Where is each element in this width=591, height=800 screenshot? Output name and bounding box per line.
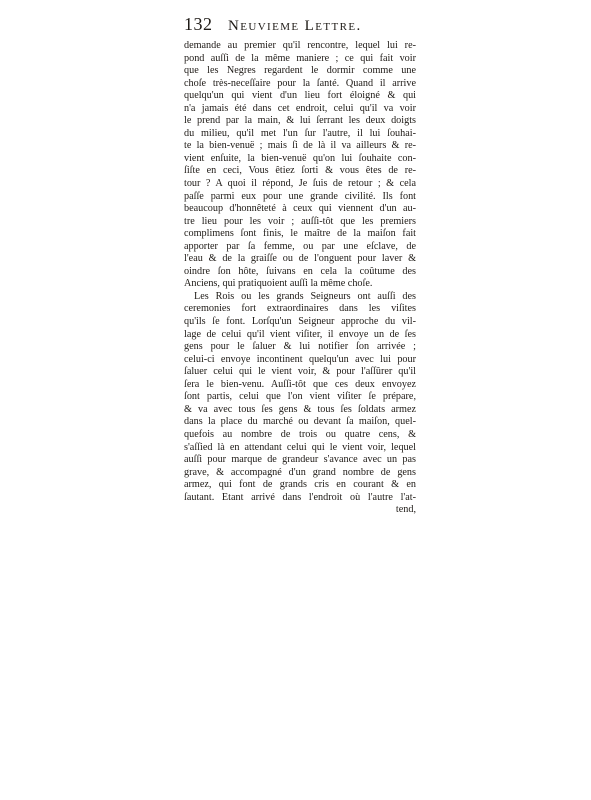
paragraph-1 <box>184 40 416 291</box>
text-line: & va avec tous ſes gens & tous ſes ſoldats armez <box>184 403 416 415</box>
running-title: Neuvieme Lettre. <box>228 18 362 34</box>
text-line: quefois au nombre de trois ou quatre cens, & <box>184 428 416 440</box>
text-line: ſaluer celui qui le vient voir, & pour l'aſſûrer qu'il <box>184 366 416 378</box>
page-number: 132 <box>184 14 213 34</box>
text-line: dans la place du marché ou devant ſa maiſon, quel- <box>184 416 416 428</box>
text-line: apporter par ſa femme, ou par une eſclave, de <box>184 240 416 252</box>
text-line: ſautant. Etant arrivé dans l'endroit où l'autre l'at- <box>184 491 416 503</box>
text-line: armez, qui font de grands cris en courant & en <box>184 479 416 491</box>
text-line: complimens ſont finis, le maître de la maiſon fait <box>184 228 416 240</box>
text-line: te la bien-venuë ; mais ſi de là il va ailleurs & re- <box>184 140 416 152</box>
text-line: ſera le bien-venu. Auſſi-tôt que ces deux envoyez <box>184 378 416 390</box>
text-line: grave, & accompagné d'un grand nombre de gens <box>184 466 416 478</box>
text-line: l'eau & de la graiſſe ou de l'onguent pour laver & <box>184 253 416 265</box>
text-line: oindre ſon hôte, ſuivans en cela la coûtume des <box>184 265 416 277</box>
text-line: s'aſſied là en attendant celui qui le vient voir, lequel <box>184 441 416 453</box>
text-line: choſe très-neceſſaire pour la ſanté. Quand il arrive <box>184 77 416 89</box>
text-line: demande au premier qu'il rencontre, lequel lui re- <box>184 40 416 51</box>
text-line: gens pour le ſaluer & lui notifier ſon arrivée ; <box>184 341 416 353</box>
text-line: vient enſuite, la bien-venuë qu'on lui ſouhaite con- <box>184 152 416 164</box>
text-line: Les Rois ou les grands Seigneurs ont auſſi des <box>194 290 416 302</box>
text-line: quelqu'un qui vient d'un lieu fort éloigné & qui <box>184 90 416 102</box>
body-text <box>184 40 416 517</box>
catchword: tend, <box>395 504 416 516</box>
book-page <box>184 14 416 517</box>
paragraph-2 <box>184 291 416 504</box>
text-line: lage de celui qu'il vient viſiter, il envoye un de ſes <box>184 328 416 340</box>
text-line: tre lieu pour les voir ; auſſi-tôt que les premiers <box>184 215 416 227</box>
text-line: Anciens, qui pratiquoient auſſi la même choſe. <box>184 278 373 290</box>
text-line: le prend par la main, & lui ſerrant les deux doigts <box>184 115 416 127</box>
text-line: tour ? A quoi il répond, Je ſuis de retour ; & cela <box>184 178 416 190</box>
text-line: qu'ils ſe font. Lorſqu'un Seigneur approche du vil- <box>184 316 416 328</box>
text-line: que les Negres regardent le dormir comme une <box>184 65 416 77</box>
text-line: ceremonies fort extraordinaires dans les viſites <box>184 303 416 315</box>
text-line: ſont partis, celui que l'on vient viſiter ſe prépare, <box>184 391 416 403</box>
text-line: pond auſſi de la même maniere ; ce qui fait voir <box>184 52 416 64</box>
text-line: paſſe parmi eux pour une grande civilité. Ils font <box>184 190 416 202</box>
text-line: n'a jamais été dans cet endroit, celui qu'il va voir <box>184 102 416 114</box>
text-line: celui-ci envoye incontinent quelqu'un avec lui pour <box>184 353 416 365</box>
text-line: auſſi pour marque de grandeur s'avance avec un pas <box>184 454 416 466</box>
text-line: du milieu, qu'il met l'un ſur l'autre, il lui ſouhai- <box>184 127 416 139</box>
page-header <box>184 14 416 38</box>
text-line: beaucoup d'honnêteté à ceux qui viennent d'un au- <box>184 203 416 215</box>
text-line: ſiſte en ceci, Vous êtiez ſorti & vous êtes de re- <box>184 165 416 177</box>
